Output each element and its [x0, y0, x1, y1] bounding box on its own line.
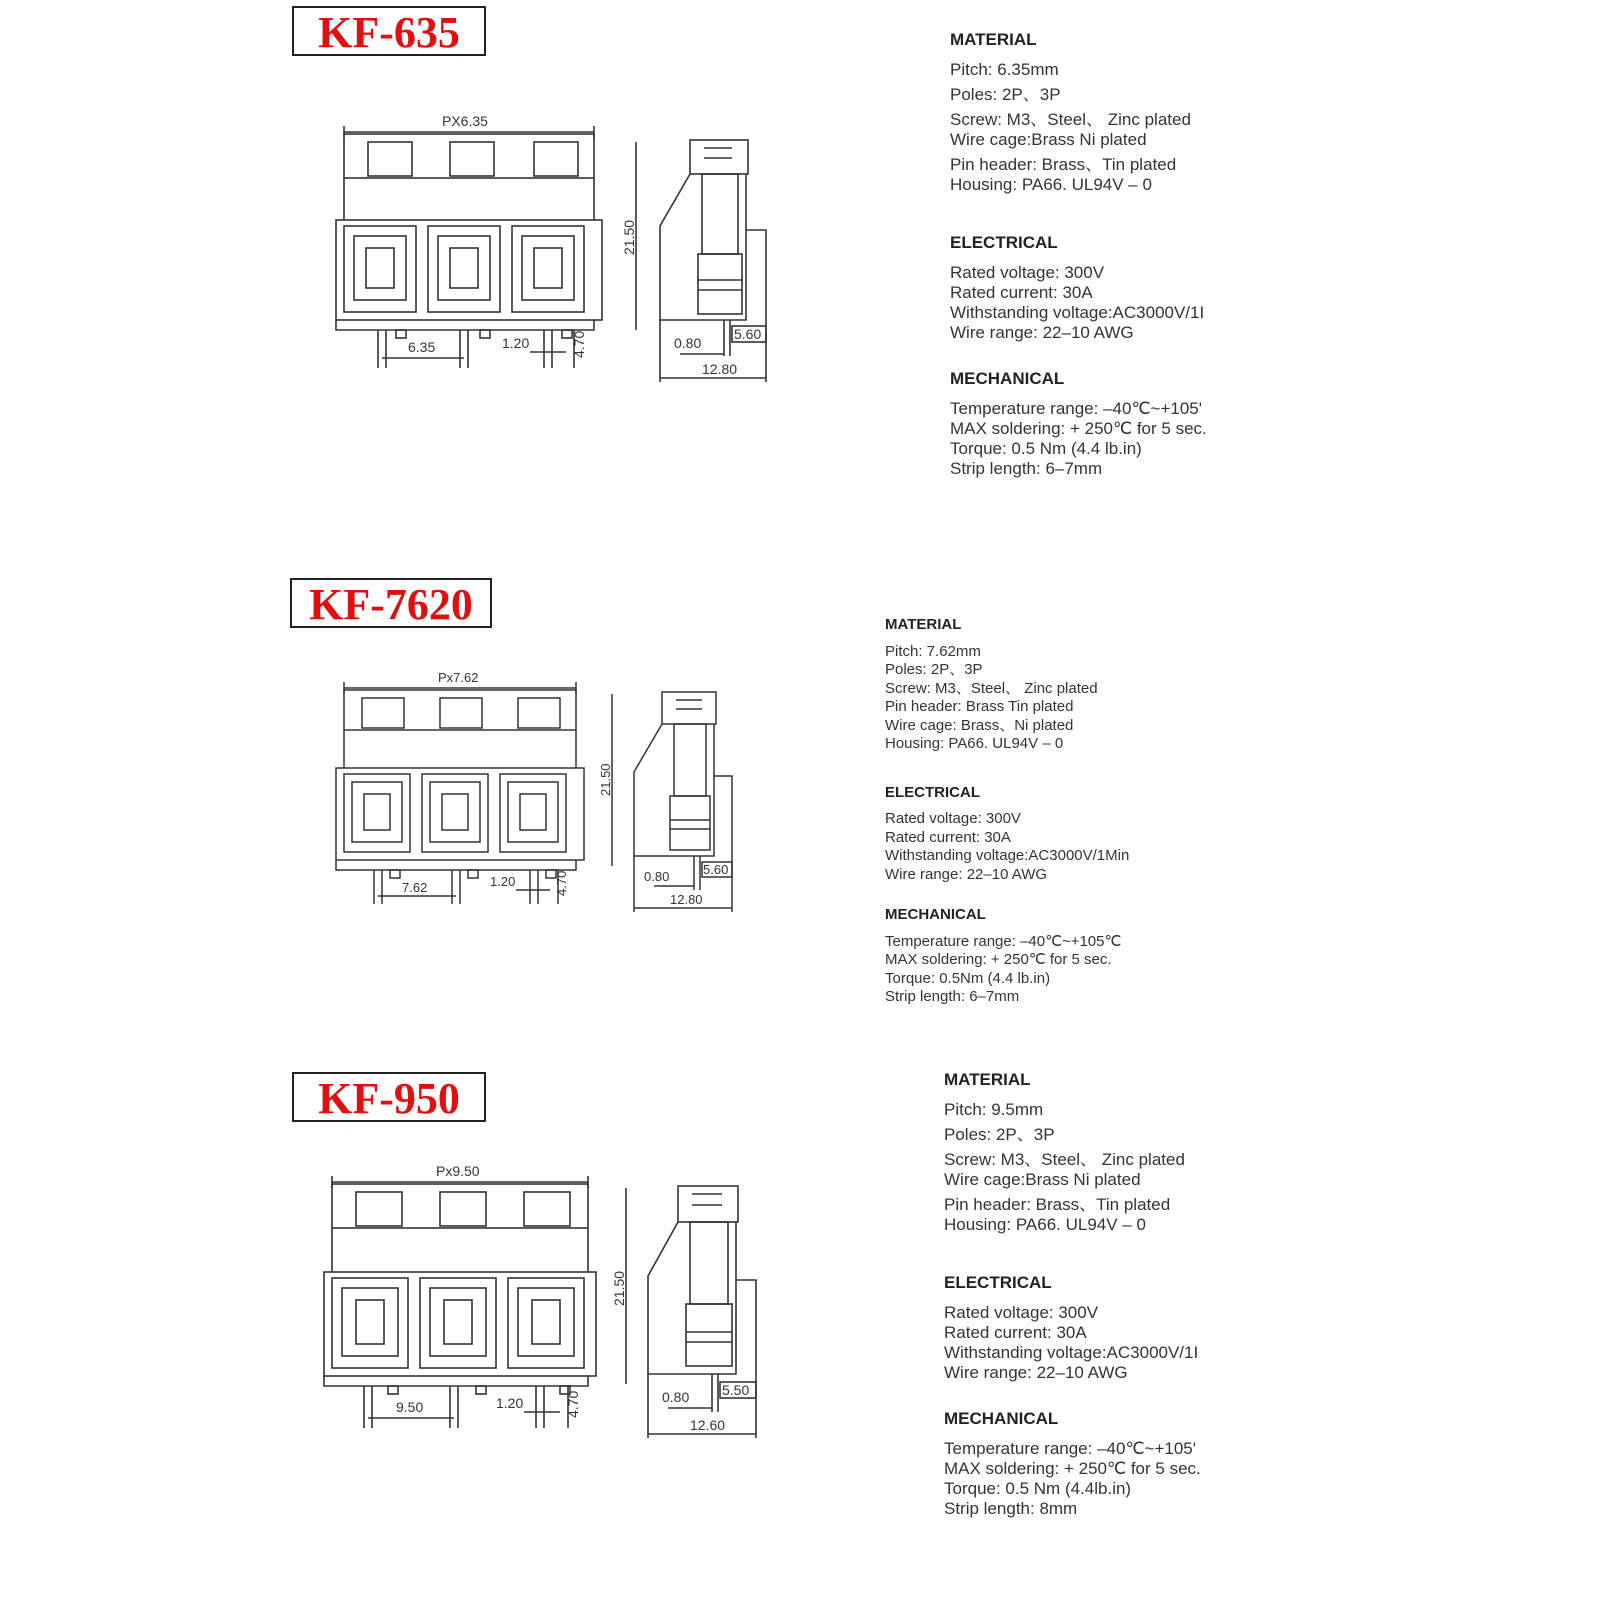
pin-offset-label: 0.80	[674, 335, 702, 351]
product-section-kf-950	[0, 1060, 1600, 1590]
spec-line: Temperature range: –40℃~+105'	[944, 1439, 1197, 1458]
spec-heading: ELECTRICAL	[885, 783, 980, 801]
spec-line: Wire range: 22–10 AWG	[944, 1363, 1128, 1382]
spec-line: Rated current: 30A	[950, 283, 1093, 302]
depth-label: 12.80	[670, 892, 703, 907]
spec-heading: MATERIAL	[950, 30, 1037, 49]
spec-line: Wire range: 22–10 AWG	[950, 323, 1134, 342]
spec-heading: MATERIAL	[885, 616, 962, 633]
spec-line: Withstanding voltage:AC3000V/1Min	[885, 847, 1130, 864]
spec-line: Screw: M3、Steel、 Zinc plated	[885, 679, 1098, 697]
side-view-drawing	[598, 684, 758, 924]
pin-offset-label: 0.80	[662, 1389, 690, 1405]
foot-label: 5.60	[703, 862, 729, 877]
spec-line: MAX soldering: + 250℃ for 5 sec.	[950, 419, 1207, 438]
foot-label: 5.60	[734, 326, 762, 342]
spec-line: Pin header: Brass Tin plated	[885, 698, 1074, 715]
pin-offset-label: 0.80	[644, 869, 670, 884]
spec-heading: ELECTRICAL	[944, 1273, 1052, 1292]
spec-line: Strip length: 6–7mm	[885, 988, 1020, 1005]
spec-line: Rated voltage: 300V	[950, 263, 1105, 282]
model-title: KF-7620	[290, 578, 492, 628]
spec-heading: MECHANICAL	[885, 906, 986, 923]
spec-line: Wire cage:Brass Ni plated	[950, 130, 1147, 149]
front-view-drawing	[330, 668, 590, 928]
product-section-kf-7620	[0, 560, 1600, 1040]
spec-line: MAX soldering: + 250℃ for 5 sec.	[944, 1459, 1201, 1478]
spec-block	[950, 30, 1240, 479]
spec-line: Housing: PA66. UL94V – 0	[944, 1215, 1146, 1234]
spec-line: Wire cage:Brass Ni plated	[944, 1170, 1141, 1189]
foot-label: 5.50	[722, 1382, 750, 1398]
spec-line: MAX soldering: + 250℃ for 5 sec.	[885, 951, 1112, 968]
depth-label: 12.60	[690, 1417, 726, 1433]
spec-heading: ELECTRICAL	[950, 233, 1058, 252]
spec-line: Rated current: 30A	[885, 828, 1011, 846]
height-label: 21.50	[598, 763, 613, 796]
spec-line: Rated current: 30A	[944, 1323, 1087, 1342]
pin-width-label: 1.20	[496, 1395, 524, 1411]
spec-line: Rated voltage: 300V	[944, 1303, 1099, 1322]
spec-line: Screw: M3、Steel、 Zinc plated	[950, 110, 1191, 129]
height-label: 21.50	[611, 1270, 627, 1306]
spec-line: Pitch: 7.62mm	[885, 642, 981, 660]
pin-length-label: 4.70	[565, 1390, 581, 1418]
spec-line: Screw: M3、Steel、 Zinc plated	[944, 1150, 1185, 1169]
spec-line: Withstanding voltage:AC3000V/1I	[944, 1343, 1199, 1362]
model-title: KF-635	[292, 6, 486, 56]
front-view-drawing	[320, 1160, 610, 1460]
spec-line: Withstanding voltage:AC3000V/1I	[950, 303, 1205, 322]
spec-line: Pitch: 9.5mm	[944, 1100, 1044, 1119]
depth-label: 12.80	[702, 361, 738, 377]
pitch-label: Px9.50	[436, 1163, 480, 1179]
spec-line: Poles: 2P、3P	[885, 661, 983, 678]
pitch-label: PX6.35	[442, 113, 488, 129]
spec-line: Pin header: Brass、Tin plated	[944, 1195, 1171, 1214]
spec-line: Pin header: Brass、Tin plated	[950, 155, 1177, 174]
spec-heading: MECHANICAL	[944, 1409, 1059, 1428]
model-title: KF-950	[292, 1072, 486, 1122]
spec-line: Poles: 2P、3P	[950, 85, 1061, 104]
spec-block	[885, 616, 1195, 1007]
product-section-kf-635	[0, 0, 1600, 540]
height-label: 21.50	[621, 219, 637, 255]
pin-length-label: 4.70	[554, 870, 569, 896]
spec-line: Rated voltage: 300V	[885, 810, 1021, 827]
spec-heading: MATERIAL	[944, 1070, 1031, 1089]
spec-line: Housing: PA66. UL94V – 0	[950, 175, 1152, 194]
spec-line: Torque: 0.5 Nm (4.4 lb.in)	[950, 439, 1142, 458]
spec-block	[944, 1070, 1244, 1519]
spec-line: Strip length: 8mm	[944, 1499, 1078, 1518]
spec-line: Pitch: 6.35mm	[950, 60, 1059, 79]
pitch-value-label: 9.50	[396, 1399, 424, 1415]
spec-line: Temperature range: –40℃~+105'	[950, 399, 1203, 418]
spec-line: Torque: 0.5 Nm (4.4lb.in)	[944, 1479, 1132, 1498]
spec-line: Poles: 2P、3P	[944, 1125, 1055, 1144]
pitch-value-label: 6.35	[408, 339, 436, 355]
spec-line: Torque: 0.5Nm (4.4 lb.in)	[885, 969, 1051, 987]
pin-width-label: 1.20	[502, 335, 530, 351]
spec-line: Housing: PA66. UL94V – 0	[885, 735, 1064, 752]
pin-length-label: 4.70	[571, 330, 587, 358]
spec-line: Wire cage: Brass、Ni plated	[885, 716, 1074, 734]
pitch-value-label: 7.62	[402, 880, 428, 895]
spec-heading: MECHANICAL	[950, 369, 1065, 388]
pin-width-label: 1.20	[490, 874, 516, 889]
spec-line: Strip length: 6–7mm	[950, 459, 1103, 478]
side-view-drawing	[610, 1176, 780, 1456]
spec-line: Temperature range: –40℃~+105℃	[885, 932, 1122, 950]
pitch-label: Px7.62	[438, 670, 479, 685]
spec-line: Wire range: 22–10 AWG	[885, 865, 1048, 883]
side-view-drawing	[620, 130, 790, 400]
front-view-drawing	[330, 110, 610, 400]
